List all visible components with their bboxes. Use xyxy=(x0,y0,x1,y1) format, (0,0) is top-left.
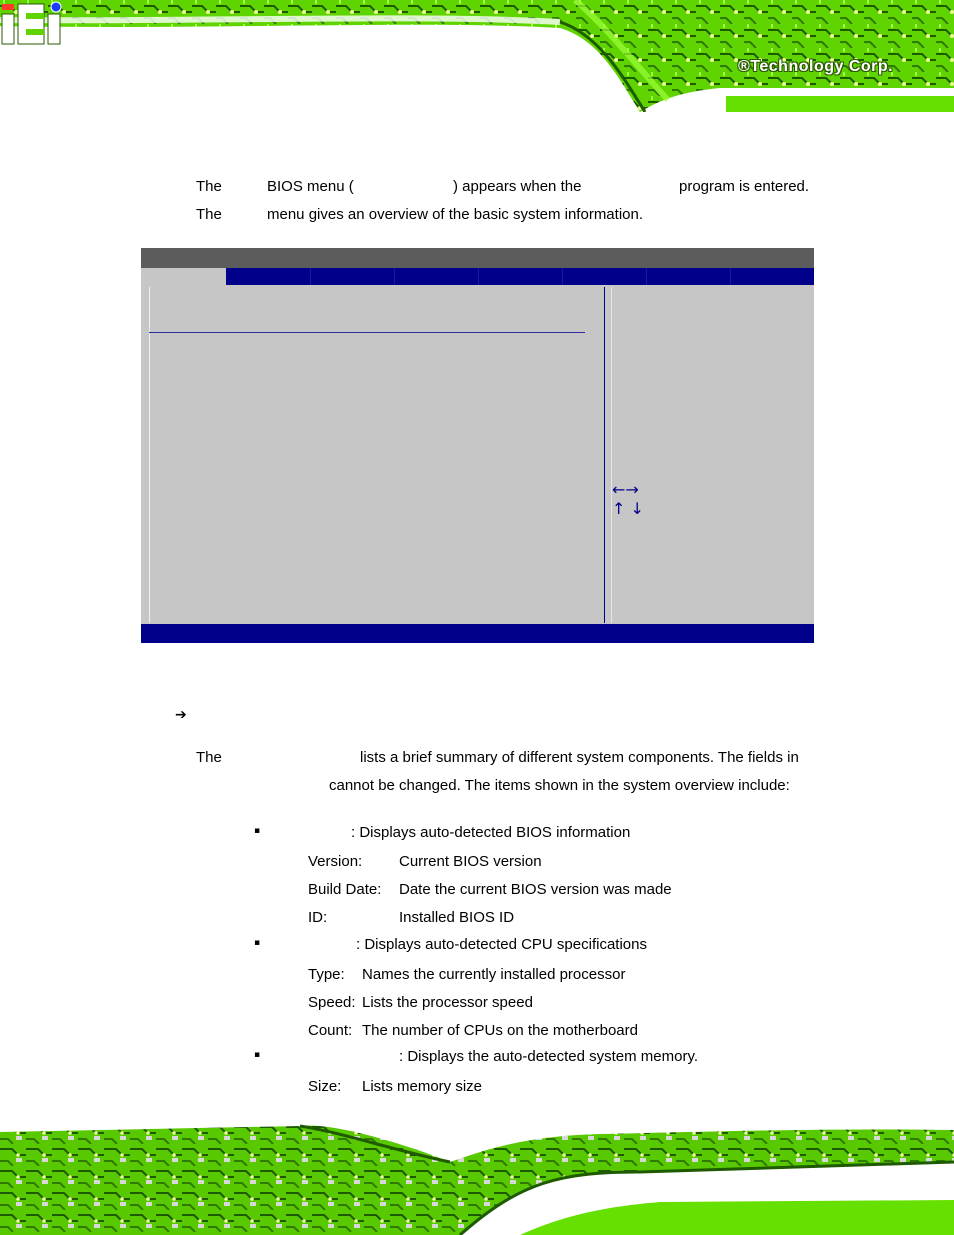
bios-help-panel-border xyxy=(611,287,612,623)
intro-line1-b: BIOS menu ( xyxy=(267,178,354,195)
bios-tab-separator xyxy=(478,268,479,285)
field-label: ID: xyxy=(308,909,328,926)
pcb-header-graphic xyxy=(0,0,954,112)
overview-line1-a: The xyxy=(196,749,222,766)
field-label: Size: xyxy=(308,1078,342,1095)
bios-section-divider xyxy=(149,332,585,333)
bios-tab-separator xyxy=(310,268,311,285)
overview-line1-b: lists a brief summary of different system components. The fields in xyxy=(360,749,799,766)
item-bios-desc: : Displays auto-detected BIOS information xyxy=(351,824,631,841)
bios-main-menu-screenshot xyxy=(141,248,814,643)
field-value: Lists the processor speed xyxy=(362,994,533,1011)
field-value: Current BIOS version xyxy=(399,853,542,870)
field-value: Lists memory size xyxy=(362,1078,483,1095)
bios-tab-separator xyxy=(730,268,731,285)
field-value: Date the current BIOS version was made xyxy=(399,881,672,898)
page-header-banner xyxy=(0,0,954,112)
bullet-icon: ▪ xyxy=(254,1050,261,1060)
bios-title-bar xyxy=(141,248,814,268)
bios-help-panel-divider xyxy=(604,287,605,623)
pcb-footer-graphic xyxy=(0,1122,954,1235)
left-right-arrow-icon: ←→ xyxy=(612,480,639,499)
bullet-icon: ▪ xyxy=(254,826,261,836)
bios-tab-separator xyxy=(646,268,647,285)
bios-tab-main[interactable] xyxy=(141,268,226,285)
section-arrow-icon: ➔ xyxy=(175,707,187,723)
bios-tab-separator xyxy=(394,268,395,285)
iei-logo xyxy=(0,0,80,48)
field-label: Type: xyxy=(308,966,345,983)
bullet-icon: ▪ xyxy=(254,938,261,948)
field-label: Speed: xyxy=(308,994,356,1011)
intro-line1-c: ) appears when the xyxy=(453,178,582,195)
company-name: ®Technology Corp. xyxy=(738,58,894,75)
page-footer-banner xyxy=(0,1122,954,1235)
field-label: Version: xyxy=(308,853,363,870)
item-memory-desc: : Displays the auto-detected system memory. xyxy=(399,1048,699,1065)
intro-line2-a: The xyxy=(196,206,222,223)
item-processor-desc: : Displays auto-detected CPU specifications xyxy=(356,936,647,953)
up-down-arrow-icon: ↑ ↓ xyxy=(612,499,644,518)
intro-line1-d: program is entered. xyxy=(679,178,810,195)
overview-line2: cannot be changed. The items shown in the system overview include: xyxy=(329,777,790,794)
intro-line2-b: menu gives an overview of the basic system information. xyxy=(267,206,644,223)
field-value: The number of CPUs on the motherboard xyxy=(362,1022,638,1039)
field-label: Build Date: xyxy=(308,881,382,898)
field-value: Names the currently installed processor xyxy=(362,966,626,983)
field-value: Installed BIOS ID xyxy=(399,909,515,926)
bios-left-border xyxy=(149,287,150,623)
intro-line1-a: The xyxy=(196,178,222,195)
bios-status-bar xyxy=(141,624,814,643)
bios-tab-separator xyxy=(562,268,563,285)
field-label: Count: xyxy=(308,1022,353,1039)
bios-help-keys xyxy=(612,480,644,518)
